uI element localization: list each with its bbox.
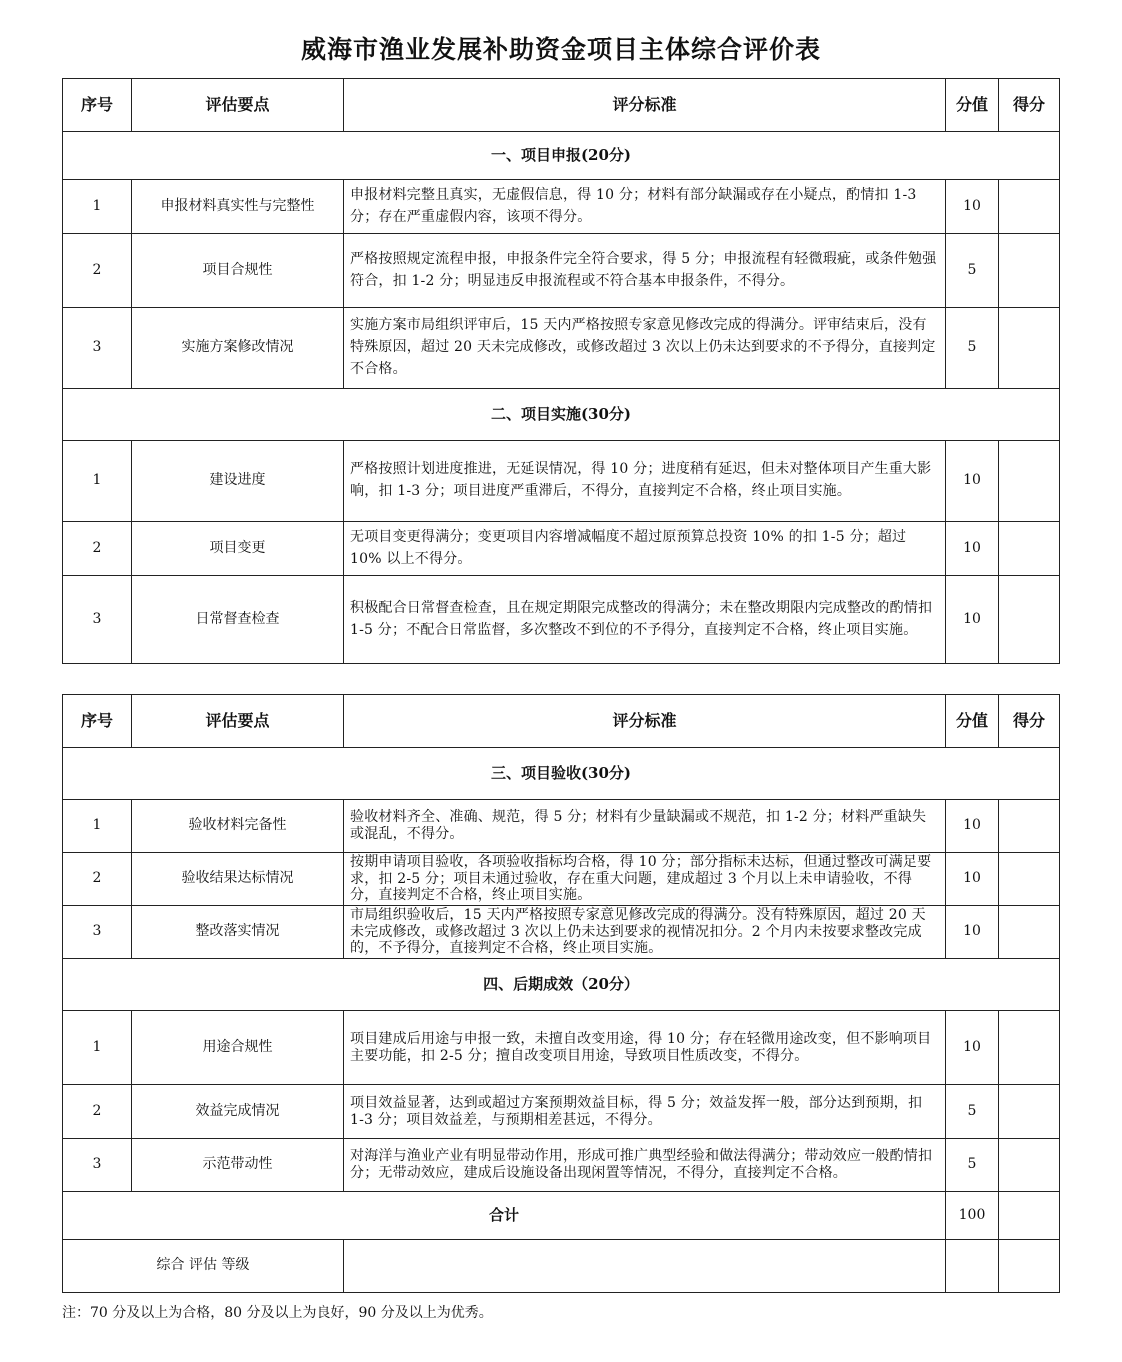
row-seq: 2 [63, 234, 132, 308]
header-point: 评估要点 [132, 79, 344, 132]
header-row [63, 695, 1060, 748]
header-value: 分值 [946, 695, 999, 748]
grade-value-cell [946, 1240, 999, 1293]
row-seq: 3 [63, 576, 132, 664]
row-value: 10 [946, 1011, 999, 1085]
section-row [63, 389, 1060, 441]
section-row [63, 132, 1060, 180]
header-criteria: 评分标准 [344, 79, 946, 132]
table-row [63, 1011, 1060, 1085]
row-value: 10 [946, 800, 999, 853]
header-score: 得分 [999, 695, 1060, 748]
row-seq: 3 [63, 1139, 132, 1192]
row-seq: 2 [63, 522, 132, 576]
row-criteria: 按期申请项目验收，各项验收指标均合格，得 10 分；部分指标未达标，但通过整改可满足要求，扣 2-5 分；项目未通过验收，存在重大问题，建成超过 3 个月以上未申请验收，不得分，直接判定不合格，终止项目实施。 [344, 853, 946, 906]
row-value: 10 [946, 180, 999, 234]
row-seq: 3 [63, 308, 132, 389]
row-score-cell[interactable] [999, 441, 1060, 522]
row-value: 10 [946, 522, 999, 576]
row-criteria: 对海洋与渔业产业有明显带动作用，形成可推广典型经验和做法得满分；带动效应一般酌情扣分；无带动效应，建成后设施设备出现闲置等情况，不得分，直接判定不合格。 [344, 1139, 946, 1192]
row-value: 5 [946, 1139, 999, 1192]
row-point: 实施方案修改情况 [132, 308, 344, 389]
row-score-cell[interactable] [999, 522, 1060, 576]
header-point: 评估要点 [132, 695, 344, 748]
row-point: 验收材料完备性 [132, 800, 344, 853]
table-row [63, 906, 1060, 959]
row-score-cell[interactable] [999, 906, 1060, 959]
section-title: 二、项目实施(30分) [63, 389, 1060, 441]
row-seq: 2 [63, 853, 132, 906]
row-value: 10 [946, 576, 999, 664]
grade-cell[interactable] [344, 1240, 946, 1293]
header-value: 分值 [946, 79, 999, 132]
total-row [63, 1192, 1060, 1240]
row-point: 项目变更 [132, 522, 344, 576]
table-row [63, 853, 1060, 906]
row-criteria: 市局组织验收后，15 天内严格按照专家意见修改完成的得满分。没有特殊原因，超过 20 天未完成修改，或修改超过 3 次以上仍未达到要求的视情况扣分。2 个月内未按要求整改完成的，不予得分，直接判定不合格，终止项目实施。 [344, 906, 946, 959]
row-value: 10 [946, 853, 999, 906]
row-score-cell[interactable] [999, 1139, 1060, 1192]
row-score-cell[interactable] [999, 1085, 1060, 1139]
table-row [63, 800, 1060, 853]
total-label: 合计 [63, 1192, 946, 1240]
section-title: 四、后期成效（20分） [63, 959, 1060, 1011]
section-title: 三、项目验收(30分) [63, 748, 1060, 800]
table-row [63, 576, 1060, 664]
header-row [63, 79, 1060, 132]
row-criteria: 积极配合日常督查检查，且在规定期限完成整改的得满分；未在整改期限内完成整改的酌情扣 1-5 分；不配合日常监督，多次整改不到位的不予得分，直接判定不合格，终止项目实施。 [344, 576, 946, 664]
header-seq: 序号 [63, 695, 132, 748]
table-row [63, 1085, 1060, 1139]
row-point: 申报材料真实性与完整性 [132, 180, 344, 234]
row-point: 示范带动性 [132, 1139, 344, 1192]
row-score-cell[interactable] [999, 308, 1060, 389]
grade-score-cell[interactable] [999, 1240, 1060, 1293]
header-seq: 序号 [63, 79, 132, 132]
evaluation-table-1 [62, 78, 1060, 664]
section-title: 一、项目申报(20分) [63, 132, 1060, 180]
row-criteria: 项目效益显著，达到或超过方案预期效益目标，得 5 分；效益发挥一般，部分达到预期，扣 1-3 分；项目效益差，与预期相差甚远，不得分。 [344, 1085, 946, 1139]
row-score-cell[interactable] [999, 576, 1060, 664]
table-row [63, 234, 1060, 308]
table-row [63, 308, 1060, 389]
table-row [63, 1139, 1060, 1192]
row-seq: 2 [63, 1085, 132, 1139]
row-score-cell[interactable] [999, 853, 1060, 906]
footnote: 注：70 分及以上为合格，80 分及以上为良好，90 分及以上为优秀。 [62, 1305, 493, 1321]
row-point: 效益完成情况 [132, 1085, 344, 1139]
row-value: 5 [946, 308, 999, 389]
table-row [63, 441, 1060, 522]
row-point: 用途合规性 [132, 1011, 344, 1085]
header-score: 得分 [999, 79, 1060, 132]
row-point: 项目合规性 [132, 234, 344, 308]
total-score-cell[interactable] [999, 1192, 1060, 1240]
row-point: 日常督查检查 [132, 576, 344, 664]
row-seq: 1 [63, 800, 132, 853]
row-point: 整改落实情况 [132, 906, 344, 959]
grade-label: 综合 评估 等级 [63, 1240, 344, 1293]
row-point: 建设进度 [132, 441, 344, 522]
header-criteria: 评分标准 [344, 695, 946, 748]
section-row [63, 748, 1060, 800]
row-criteria: 严格按照计划进度推进，无延误情况，得 10 分；进度稍有延迟，但未对整体项目产生重大影响，扣 1-3 分；项目进度严重滞后，不得分，直接判定不合格，终止项目实施。 [344, 441, 946, 522]
row-criteria: 项目建成后用途与申报一致，未擅自改变用途，得 10 分；存在轻微用途改变，但不影响项目主要功能，扣 2-5 分；擅自改变项目用途，导致项目性质改变，不得分。 [344, 1011, 946, 1085]
row-value: 5 [946, 234, 999, 308]
grade-row [63, 1240, 1060, 1293]
row-seq: 1 [63, 180, 132, 234]
row-criteria: 验收材料齐全、准确、规范，得 5 分；材料有少量缺漏或不规范，扣 1-2 分；材料严重缺失或混乱，不得分。 [344, 800, 946, 853]
row-score-cell[interactable] [999, 180, 1060, 234]
evaluation-table-2 [62, 694, 1060, 1293]
section-row [63, 959, 1060, 1011]
row-value: 10 [946, 441, 999, 522]
row-seq: 1 [63, 441, 132, 522]
row-criteria: 无项目变更得满分；变更项目内容增减幅度不超过原预算总投资 10% 的扣 1-5 分；超过 10% 以上不得分。 [344, 522, 946, 576]
table-row [63, 522, 1060, 576]
row-seq: 1 [63, 1011, 132, 1085]
row-seq: 3 [63, 906, 132, 959]
row-criteria: 申报材料完整且真实，无虚假信息，得 10 分；材料有部分缺漏或存在小疑点，酌情扣 1-3 分；存在严重虚假内容，该项不得分。 [344, 180, 946, 234]
row-point: 验收结果达标情况 [132, 853, 344, 906]
total-value: 100 [946, 1192, 999, 1240]
row-score-cell[interactable] [999, 234, 1060, 308]
row-score-cell[interactable] [999, 1011, 1060, 1085]
table-row [63, 180, 1060, 234]
row-criteria: 实施方案市局组织评审后，15 天内严格按照专家意见修改完成的得满分。评审结束后，没有特殊原因，超过 20 天未完成修改，或修改超过 3 次以上仍未达到要求的不予得分，直接判定不合格。 [344, 308, 946, 389]
row-value: 5 [946, 1085, 999, 1139]
row-criteria: 严格按照规定流程申报，申报条件完全符合要求，得 5 分；申报流程有轻微瑕疵，或条件勉强符合，扣 1-2 分；明显违反申报流程或不符合基本申报条件，不得分。 [344, 234, 946, 308]
row-score-cell[interactable] [999, 800, 1060, 853]
page-title: 威海市渔业发展补助资金项目主体综合评价表 [300, 35, 821, 64]
row-value: 10 [946, 906, 999, 959]
